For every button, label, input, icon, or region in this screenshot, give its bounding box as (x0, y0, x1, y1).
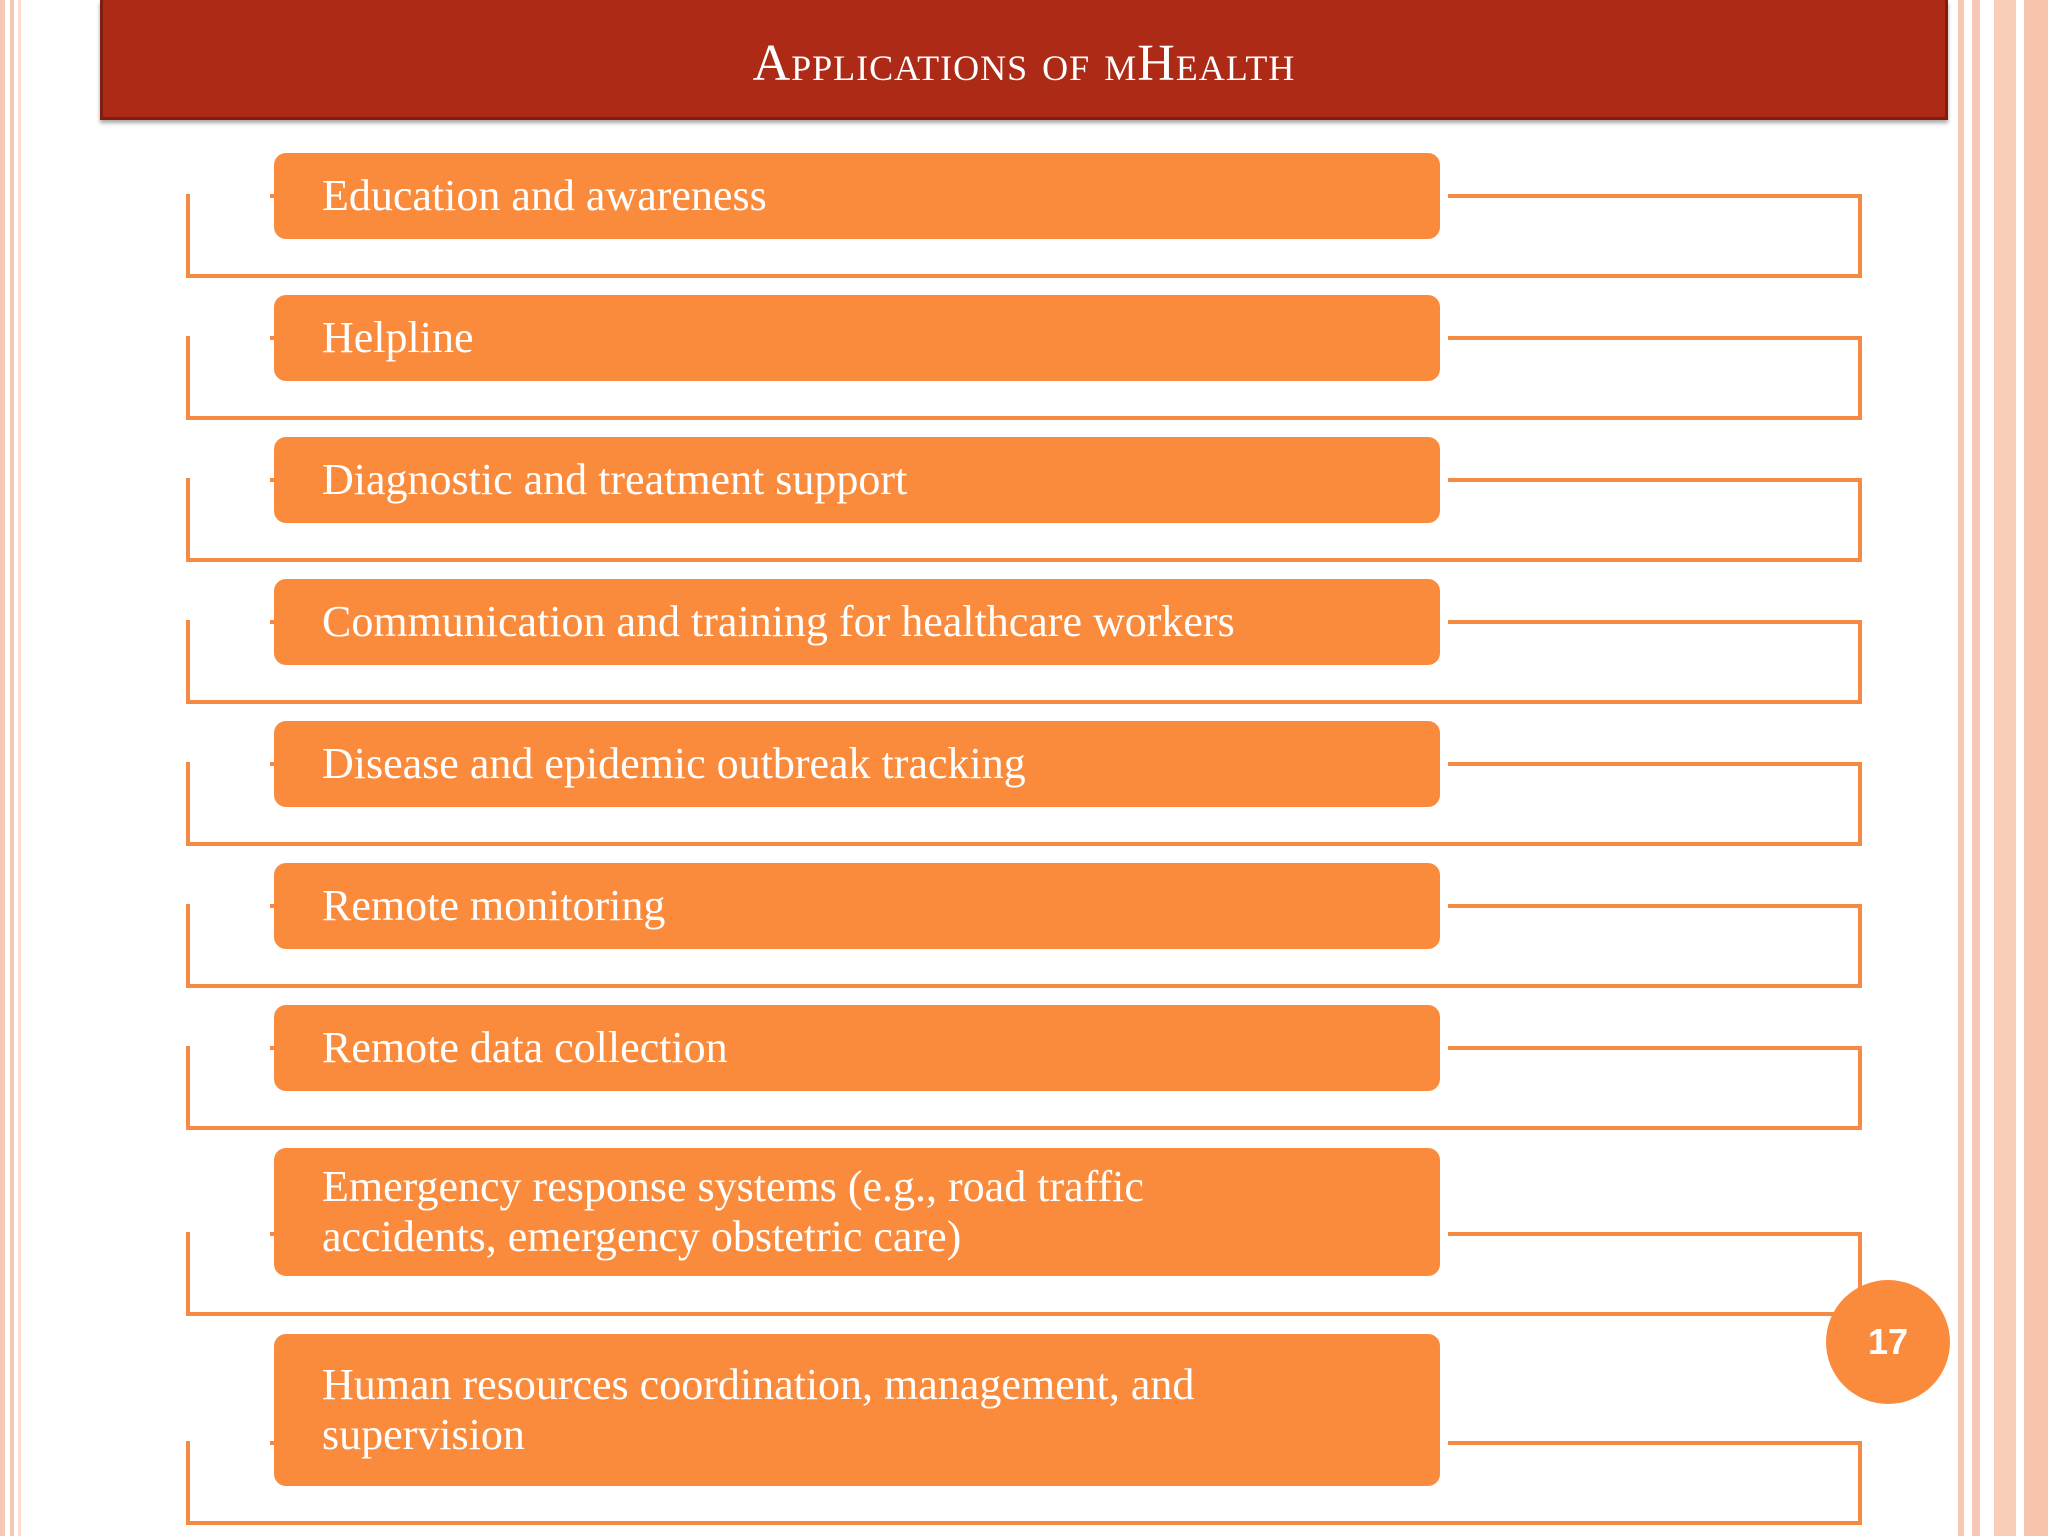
page-number-badge (1826, 1280, 1950, 1404)
slide-title: Applications of mHealth (752, 35, 1296, 92)
title-bar (100, 0, 1948, 120)
item-box (274, 295, 1440, 381)
item-label: Diagnostic and treatment support (322, 455, 908, 504)
item-box (274, 1148, 1440, 1276)
left-border-stripe (10, 0, 14, 1536)
right-border-stripe (1972, 0, 1980, 1536)
item-box (274, 863, 1440, 949)
right-border-stripe (2024, 0, 2048, 1536)
item-label: Human resources coordination, management, and supervision (322, 1360, 1195, 1459)
item-box (274, 579, 1440, 665)
left-border-stripe (0, 0, 5, 1536)
item-box (274, 721, 1440, 807)
item-label: Education and awareness (322, 171, 767, 220)
item-label: Disease and epidemic outbreak tracking (322, 739, 1026, 788)
item-box (274, 1334, 1440, 1486)
right-border-stripe (1958, 0, 1964, 1536)
item-box (274, 153, 1440, 239)
right-border-stripe (1994, 0, 2016, 1536)
page-number: 17 (1867, 1321, 1909, 1362)
item-box (274, 437, 1440, 523)
left-border-stripe (18, 0, 21, 1536)
item-label: Emergency response systems (e.g., road traffic accidents, emergency obstetric care) (322, 1162, 1144, 1261)
item-label: Helpline (322, 313, 474, 362)
item-label: Remote monitoring (322, 881, 666, 930)
item-box (274, 1005, 1440, 1091)
item-label: Communication and training for healthcare workers (322, 597, 1235, 646)
item-label: Remote data collection (322, 1023, 728, 1072)
